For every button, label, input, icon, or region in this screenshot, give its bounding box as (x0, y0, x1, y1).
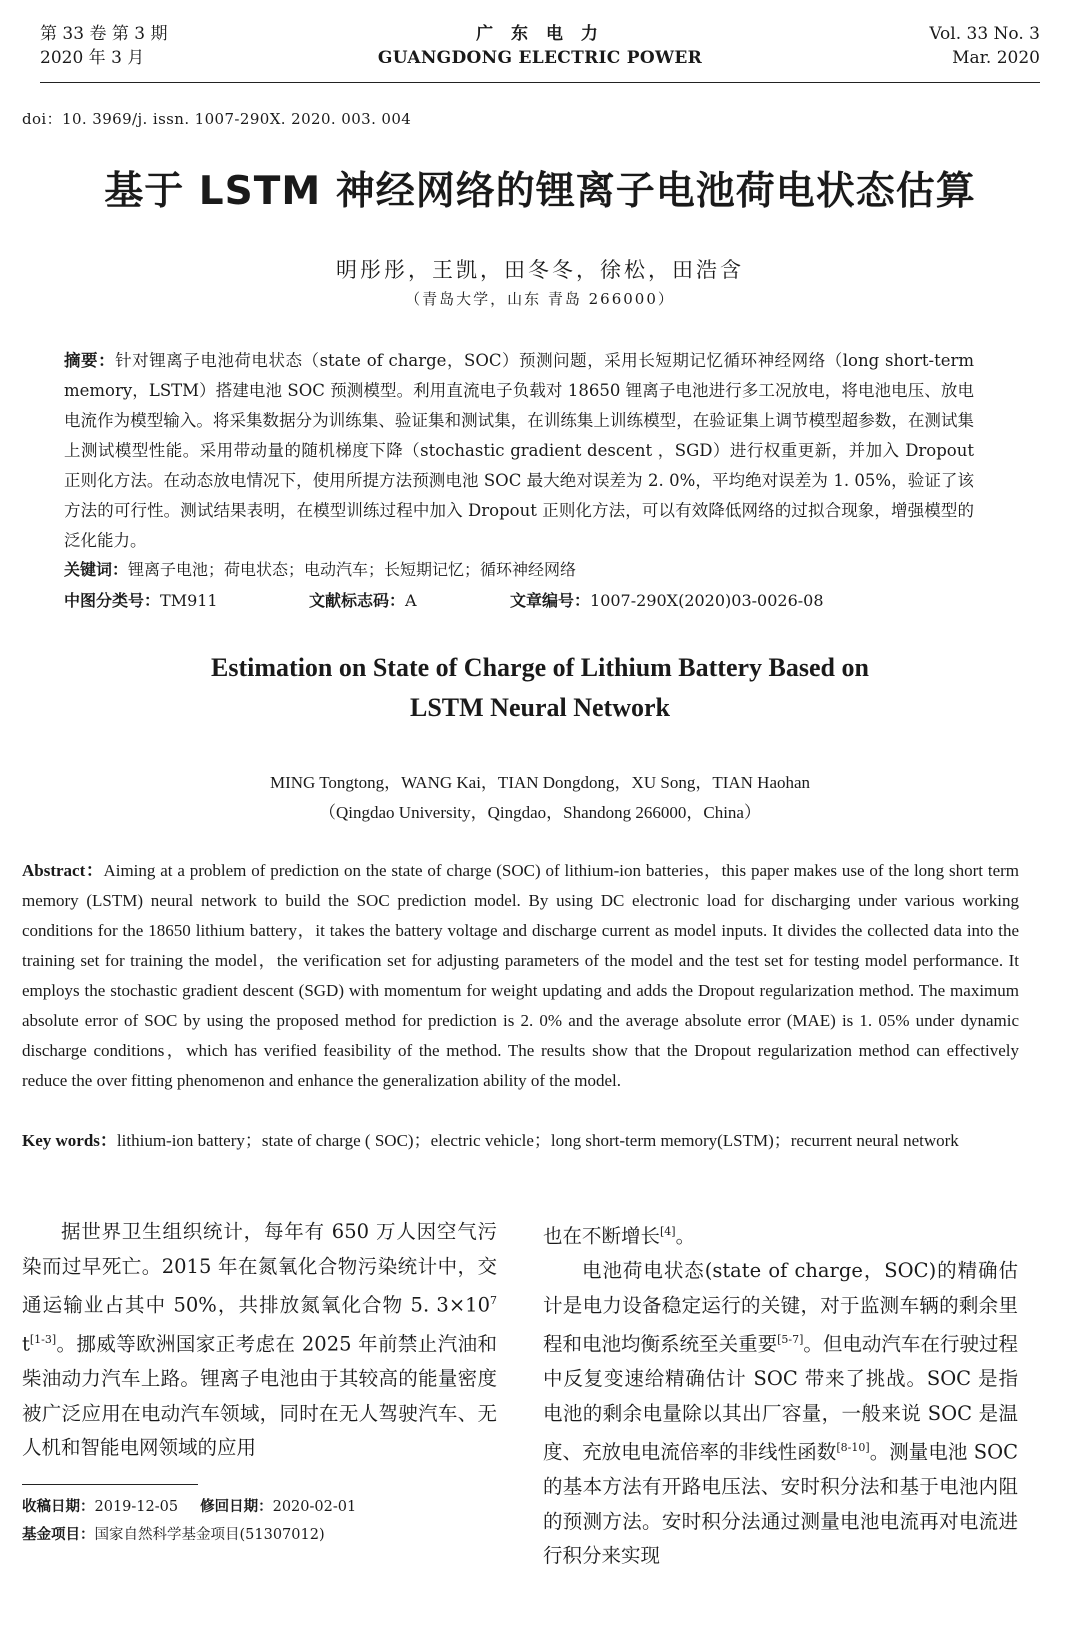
volume-cn: 第 33 卷 第 3 期 (40, 24, 168, 44)
body-paragraph (543, 1215, 1018, 1254)
doc-code-value: A (405, 591, 417, 610)
doc-code-label: 文献标志码： (309, 591, 406, 610)
citation-ref[interactable]: [8-10] (836, 1441, 870, 1454)
footnote-divider (22, 1484, 198, 1485)
article-number-value: 1007-290X(2020)03-0026-08 (590, 591, 824, 610)
authors-en: MING Tongtong，WANG Kai，TIAN Dongdong，XU Song，TIAN Haohan (269, 773, 811, 792)
title-en (0, 648, 1080, 728)
title-en-line2: LSTM Neural Network (410, 693, 670, 722)
abstract-cn-text: 针对锂离子电池荷电状态（state of charge，SOC）预测问题，采用长短期记忆循环神经网络（long short-term memory，LSTM）搭建电池 SOC 预测模型。利用直流电子负载对 18650 锂离子电池进行多工况放电，将电池电压、放电电流作为模型输入。将采集数据分为训练集、验证集和测试集，在训练集上训练模型，在验证集上调节模型超参数，在测试集上测试模型性能。采用带动量的随机梯度下降（stochastic gradient descent ，SGD）进行权重更新，并加入 Dropout 正则化方法。在动态放电情况下，使用所提方法预测电池 SOC 最大绝对误差为 2. 0%，平均绝对误差为 1. 05%，验证了该方法的可行性。测试结果表明，在模型训练过程中加入 Dropout 正则化方法，可以有效降低网络的过拟合现象，增强模型的泛化能力。 (64, 351, 975, 550)
revised-label: 修回日期： (200, 1499, 273, 1515)
abstract-en (22, 856, 1019, 1096)
footnote-dates (22, 1496, 356, 1518)
article-number-label: 文章编号： (510, 591, 591, 610)
keywords-en-text: lithium-ion battery；state of charge ( SOC)；electric vehicle；long short-term memory(LSTM)；recurrent neural network (116, 1131, 959, 1150)
body-text: 。测量电池 SOC 的基本方法有开路电压法、安时积分法和基于电池内阻的预测方法。安时积分法通过测量电池电流再对电流进行积分来实现 (543, 1440, 1018, 1567)
affiliation-en: （Qingdao University，Qingdao，Shandong 266000，China） (319, 803, 761, 822)
date-cn: 2020 年 3 月 (40, 48, 145, 68)
volume-issue-en (929, 22, 1040, 70)
article-number (510, 587, 824, 615)
document-code (309, 587, 417, 615)
title-cn: 基于 LSTM 神经网络的锂离子电池荷电状态估算 (104, 169, 976, 214)
body-text: 据世界卫生组织统计，每年有 650 万人因空气污染而过早死亡。2015 年在氮氧化合物污染统计中，交通运输业占其中 50%，共排放氮氧化合物 5. 3×10 (22, 1220, 497, 1317)
abstract-en-label: Abstract： (22, 861, 104, 880)
body-text: 。 (675, 1224, 696, 1248)
body-text: t (22, 1332, 30, 1356)
body-paragraph (22, 1215, 497, 1466)
keywords-cn-label: 关键词： (64, 560, 129, 579)
body-text: 电池荷电状态(state of charge，SOC)的精确估计是电力设备稳定运行的关键，对于监测车辆的剩余里程和电池均衡系统至关重要 (543, 1259, 1018, 1356)
body-text: 也在不断增长 (543, 1224, 661, 1248)
abstract-en-text: Aiming at a problem of prediction on the state of charge (SOC) of lithium-ion batteries，this paper makes use of the long short term memory (LSTM) neural network to build the SOC prediction model. By using DC electronic load for discharging under various working conditions for the 18650 lithium battery，it takes the battery voltage and discharge current as model inputs. It divides the collected data into the training set for training the model，the verification set for adjusting parameters of the model and the test set for testing model performance. It employs the stochastic gradient descent (SGD) with momentum for weight updating and adds the Dropout regularization method. The maximum absolute error of SOC by using the proposed method for prediction is 2. 0% and the average absolute error (MAE) is 1. 05% under dynamic discharge conditions，which has verified feasibility of the method. The results show that the Dropout regularization method can effectively reduce the over fitting phenomenon and enhance the generalization ability of the model. (22, 861, 1020, 1090)
volume-en: Vol. 33 No. 3 (929, 24, 1040, 44)
running-header (40, 22, 1040, 83)
fund-value: 国家自然科学基金项目(51307012) (94, 1527, 325, 1543)
doi[interactable]: doi：10. 3969/j. issn. 1007-290X. 2020. 003. 004 (22, 110, 412, 128)
keywords-cn (64, 556, 974, 584)
fund-label: 基金项目： (22, 1527, 95, 1543)
title-en-line1: Estimation on State of Charge of Lithium Battery Based on (211, 653, 869, 682)
body-column-right (543, 1215, 1018, 1574)
journal-name-cn: 广 东 电 力 (476, 24, 604, 44)
exponent: 7 (490, 1294, 497, 1307)
clc-number (64, 587, 218, 615)
body-column-left (22, 1215, 497, 1466)
keywords-en (22, 1126, 1019, 1156)
journal-name-en: GUANGDONG ELECTRIC POWER (377, 48, 703, 68)
citation-ref[interactable]: [1-3] (29, 1333, 57, 1346)
citation-ref[interactable]: [5-7] (777, 1333, 804, 1346)
clc-value: TM911 (160, 591, 218, 610)
journal-name (40, 22, 1040, 70)
footnote-fund (22, 1524, 325, 1546)
authors-cn: 明彤彤，王凯，田冬冬，徐松，田浩含 (336, 258, 744, 282)
body-paragraph (543, 1254, 1018, 1574)
abstract-cn (64, 346, 974, 556)
body-text: 。但电动汽车在行驶过程中反复变速给精确估计 SOC 带来了挑战。SOC 是指电池的剩余电量除以其出厂容量，一般来说 SOC 是温度、充放电电流倍率的非线性函数 (543, 1332, 1018, 1464)
body-text: 。挪威等欧洲国家正考虑在 2025 年前禁止汽油和柴油动力汽车上路。锂离子电池由于其较高的能量密度被广泛应用在电动汽车领域，同时在无人驾驶汽车、无人机和智能电网领域的应用 (22, 1332, 497, 1459)
abstract-cn-label: 摘要： (64, 351, 116, 370)
received-date: 2019-12-05 (94, 1499, 179, 1515)
affiliation-cn: （青岛大学，山东 青岛 266000） (405, 290, 675, 308)
clc-label: 中图分类号： (64, 591, 161, 610)
keywords-en-label: Key words： (22, 1131, 117, 1150)
citation-ref[interactable]: [4] (660, 1225, 676, 1238)
keywords-cn-text: 锂离子电池；荷电状态；电动汽车；长短期记忆；循环神经网络 (128, 560, 577, 579)
received-label: 收稿日期： (22, 1499, 95, 1515)
revised-date: 2020-02-01 (272, 1499, 357, 1515)
date-en: Mar. 2020 (952, 48, 1040, 68)
